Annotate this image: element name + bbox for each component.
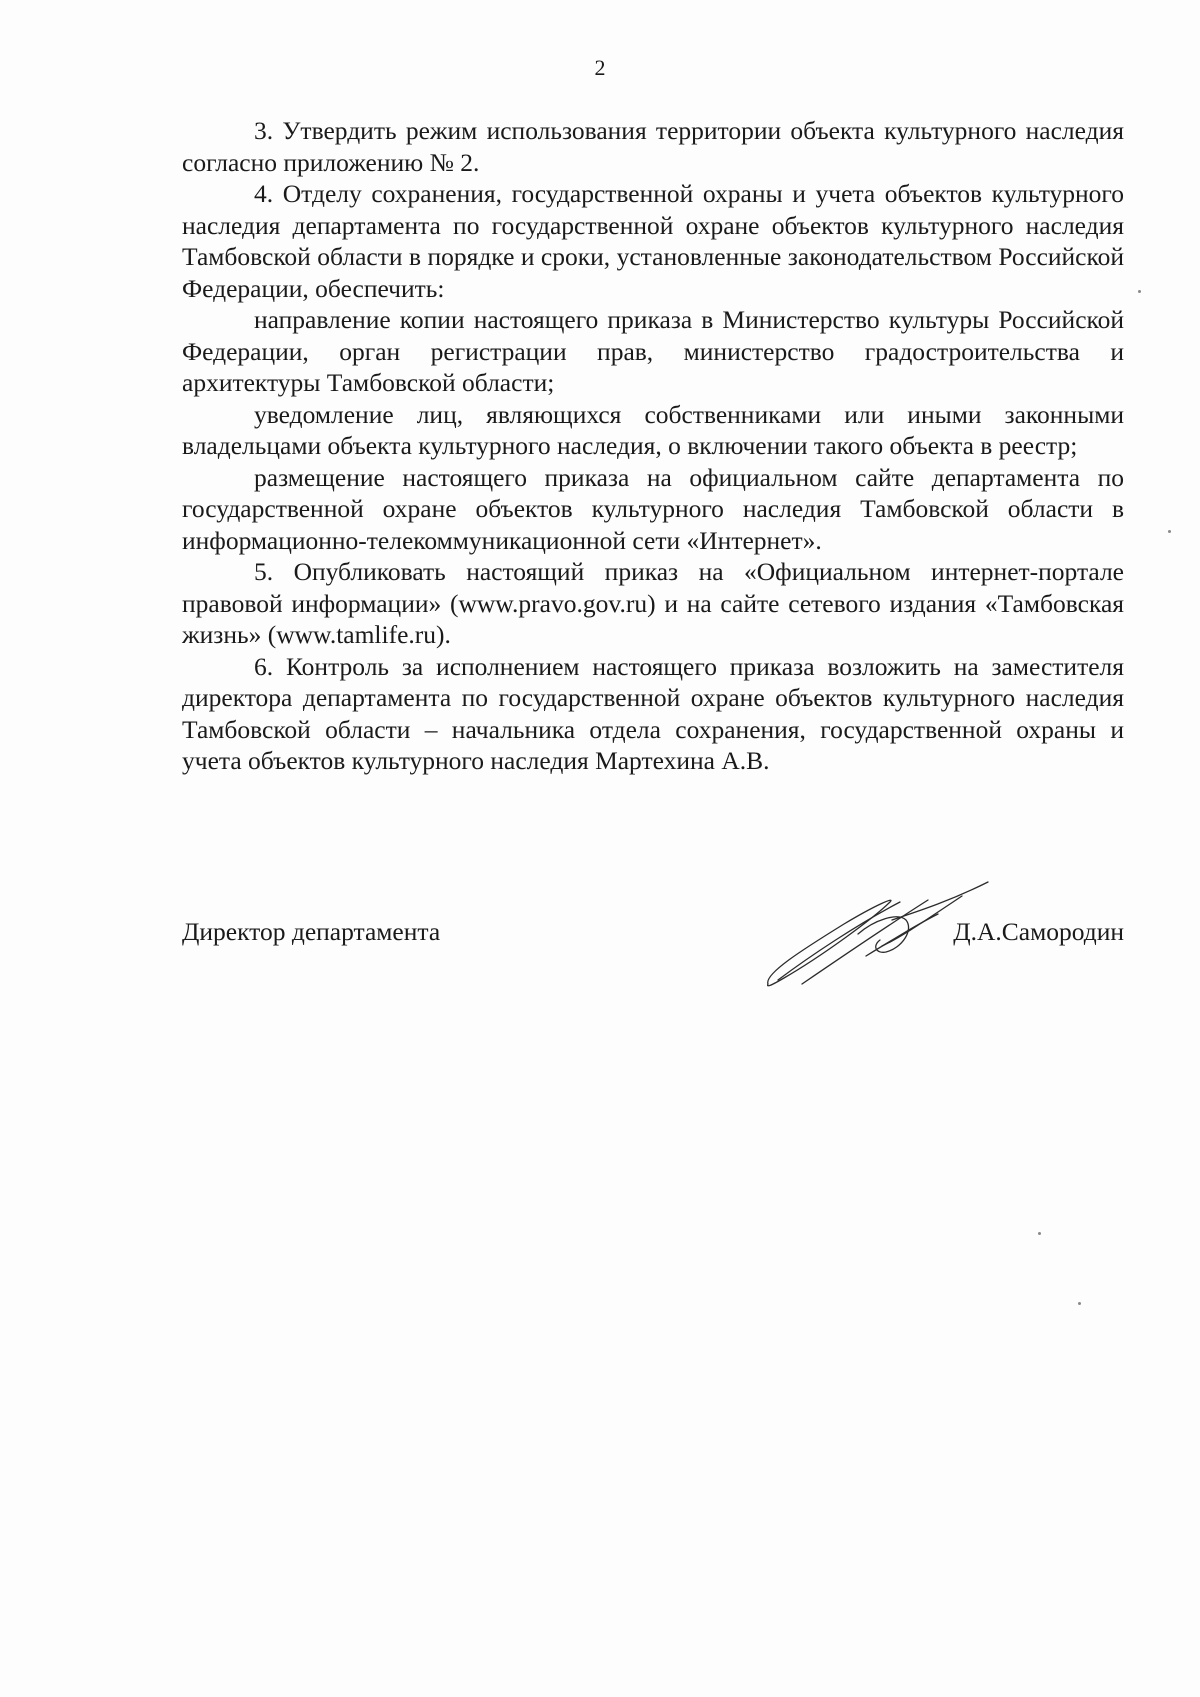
paragraph-item-4: 4. Отделу сохранения, государственной охраны и учета объектов культурного наследия департамента по государственной охране объектов культурного наследия Тамбовской области в порядке и сроки, установленные законодательством Российской Федерации, обеспечить: <box>182 179 1124 303</box>
paragraph-item-6: 6. Контроль за исполнением настоящего приказа возложить на заместителя директора департамента по государственной охране объектов культурного наследия Тамбовской области – начальника отдела сохранения, государственной охраны и учета объектов культурного наследия Мартехина А.В. <box>182 651 1124 775</box>
page-number: 2 <box>594 55 606 80</box>
paragraph-item-5: 5. Опубликовать настоящий приказ на «Официальном интернет-портале правовой информации» (www.pravo.gov.ru) и на сайте сетевого издания «Тамбовская жизнь» (www.tamlife.ru). <box>182 557 1124 649</box>
paragraph-subitem-notify-owners: уведомление лиц, являющихся собственниками или иными законными владельцами объекта культурного наследия, о включении такого объекта в реестр; <box>182 399 1124 460</box>
document-body <box>182 115 1124 777</box>
scan-speck <box>1138 290 1141 293</box>
paragraph-item-3: 3. Утвердить режим использования территории объекта культурного наследия согласно приложению № 2. <box>182 116 1124 177</box>
scan-speck <box>1078 1302 1081 1305</box>
paragraph-subitem-publish-site: размещение настоящего приказа на официальном сайте департамента по государственной охране объектов культурного наследия Тамбовской области в информационно-телекоммуникационной сети «Интернет». <box>182 462 1124 555</box>
signature-block <box>182 880 1124 990</box>
scan-speck <box>1038 1232 1041 1235</box>
signatory-name: Д.А.Самородин <box>953 917 1124 946</box>
signatory-title: Директор департамента <box>182 917 441 946</box>
scan-speck <box>1168 530 1171 533</box>
paragraph-subitem-send-copy: направление копии настоящего приказа в Министерство культуры Российской Федерации, орган регистрации прав, министерство градостроительства и архитектуры Тамбовской области; <box>182 305 1124 397</box>
